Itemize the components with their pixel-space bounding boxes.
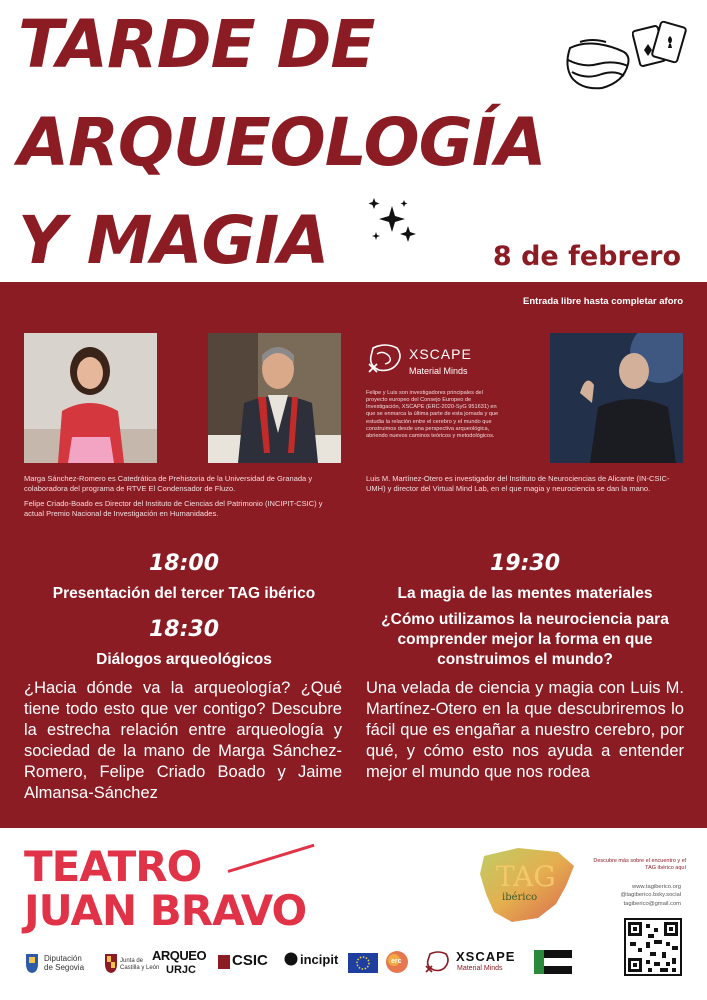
qr-code[interactable] <box>624 918 682 976</box>
email-link[interactable]: tagiberico@gmail.com <box>623 900 681 907</box>
xscape-brain-icon <box>365 342 405 376</box>
right-description: Una velada de ciencia y magia con Luis M. Martínez-Otero en la que descubriremos lo fácil que es engañar a nuestro cerebro, por qué, y cómo esto nos ayuda a entender mejor el mundo que nos rodea <box>366 679 684 781</box>
sparkles-icon <box>364 196 418 248</box>
teatro-slash <box>228 844 315 873</box>
csic-mark-icon <box>218 955 230 969</box>
event-presentacion: Presentación del tercer TAG ibérico <box>52 585 316 602</box>
tag-logo-text: TAG <box>496 860 556 893</box>
title-line-1: TARDE DE <box>18 6 375 83</box>
incipit-mark-icon <box>284 952 298 966</box>
teatro-line-1: TEATRO <box>24 842 202 891</box>
title-line-2: ARQUEOLOGÍA <box>18 104 546 181</box>
logo-diputacion-line2: de Segovia <box>44 962 85 972</box>
left-description: ¿Hacia dónde va la arqueología? ¿Qué tiene todo esto que ver contigo? Descubre la estrecha relación entre arqueología y sociedad de la mano de Marga Sánchez-Romero, Felipe Criado Boado y Jaime Almansa-Sánchez <box>24 679 342 802</box>
tag-iberico-logo <box>478 846 578 924</box>
free-entry-note: Entrada libre hasta completar aforo <box>523 296 683 307</box>
discover-note: Descubre más sobre el encuentro y el TAG ibérico aquí <box>593 858 686 872</box>
logo-csic: CSIC <box>232 952 268 969</box>
logo-junta-line1: Junta de <box>120 958 144 964</box>
logo-arqueo: ARQUEO <box>152 948 207 963</box>
event-dialogos: Diálogos arqueológicos <box>96 651 272 668</box>
logo-junta-line2: Castilla y León <box>120 964 160 971</box>
title-line-3: Y MAGIA <box>18 202 329 279</box>
time-18-00: 18:00 <box>148 551 220 576</box>
time-18-30: 18:30 <box>148 617 220 642</box>
event-question: ¿Cómo utilizamos la neurociencia para comprender mejor la forma en que construimos el mundo? <box>381 611 669 669</box>
logo-incipit: incipit <box>300 952 339 967</box>
pottery-icon <box>562 38 636 96</box>
xscape-description: Felipe y Luis son investigadores principales del proyecto europeo del Consejo Europeo de Investigación, XSCAPE (ERC-2020-SyG 951631) en que se enmarca la última parte de esta jornada y que estudia la relación entre el cerebro y el mundo que construimos desde una perspectiva arqueológica, abriendo nuevos caminos teóricos y metodológicos. <box>366 390 499 439</box>
bio-luis: Luis M. Martínez-Otero es investigador del Instituto de Neurociencias de Alicante (IN-CSIC-UMH) y director del Virtual Mind Lab, en el que magia y neurociencia se dan la mano. <box>366 474 670 494</box>
xscape-title: XSCAPE <box>409 346 472 362</box>
qr-code-icon <box>626 920 680 974</box>
portrait-magician-icon <box>550 333 683 463</box>
logo-xscape-footer-sub: Material Minds <box>457 965 503 972</box>
bluesky-link[interactable]: @tagiberico.bsky.social <box>620 892 681 899</box>
logo-urjc: URJC <box>166 964 196 976</box>
event-date: 8 de febrero <box>492 241 681 272</box>
diputacion-crest-icon <box>24 952 40 974</box>
junta-crest-icon <box>104 952 118 974</box>
teatro-line-2: JUAN BRAVO <box>24 886 307 935</box>
photo-marga-sanchez-romero <box>24 333 157 463</box>
bio-felipe: Felipe Criado-Boado es Director del Instituto de Ciencias del Patrimonio (INCIPIT-CSIC) y actual Premio Nacional de Investigación en Humanidades. <box>24 499 323 519</box>
event-magia: La magia de las mentes materiales <box>397 585 653 602</box>
website-link[interactable]: www.tagiberico.org <box>632 884 681 890</box>
logo-diputacion-line1: Diputación <box>44 954 82 963</box>
portrait-woman-icon <box>24 333 157 463</box>
tag-logo-sub: ibérico <box>502 892 538 903</box>
web-links <box>620 883 681 908</box>
photo-felipe-criado-boado <box>208 333 341 463</box>
bio-marga: Marga Sánchez-Romero es Catedrática de Prehistoria de la Universidad de Granada y colaboradora del programa de RTVE El Condensador de Fluzo. <box>24 474 313 494</box>
xscape-footer-brain-icon <box>424 950 452 974</box>
mincyt-flag-icon <box>534 950 572 974</box>
eu-flag-icon <box>348 953 378 973</box>
playing-cards-icon <box>632 18 692 74</box>
xscape-logo-block <box>365 342 505 381</box>
photo-luis-martinez-otero <box>550 333 683 463</box>
xscape-tagline: Material Minds <box>409 366 468 376</box>
logo-xscape-footer: XSCAPE <box>456 949 516 964</box>
logo-diputacion <box>44 955 84 973</box>
portrait-man-icon <box>208 333 341 463</box>
logo-erc: erc <box>391 958 402 965</box>
time-19-30: 19:30 <box>489 551 561 576</box>
